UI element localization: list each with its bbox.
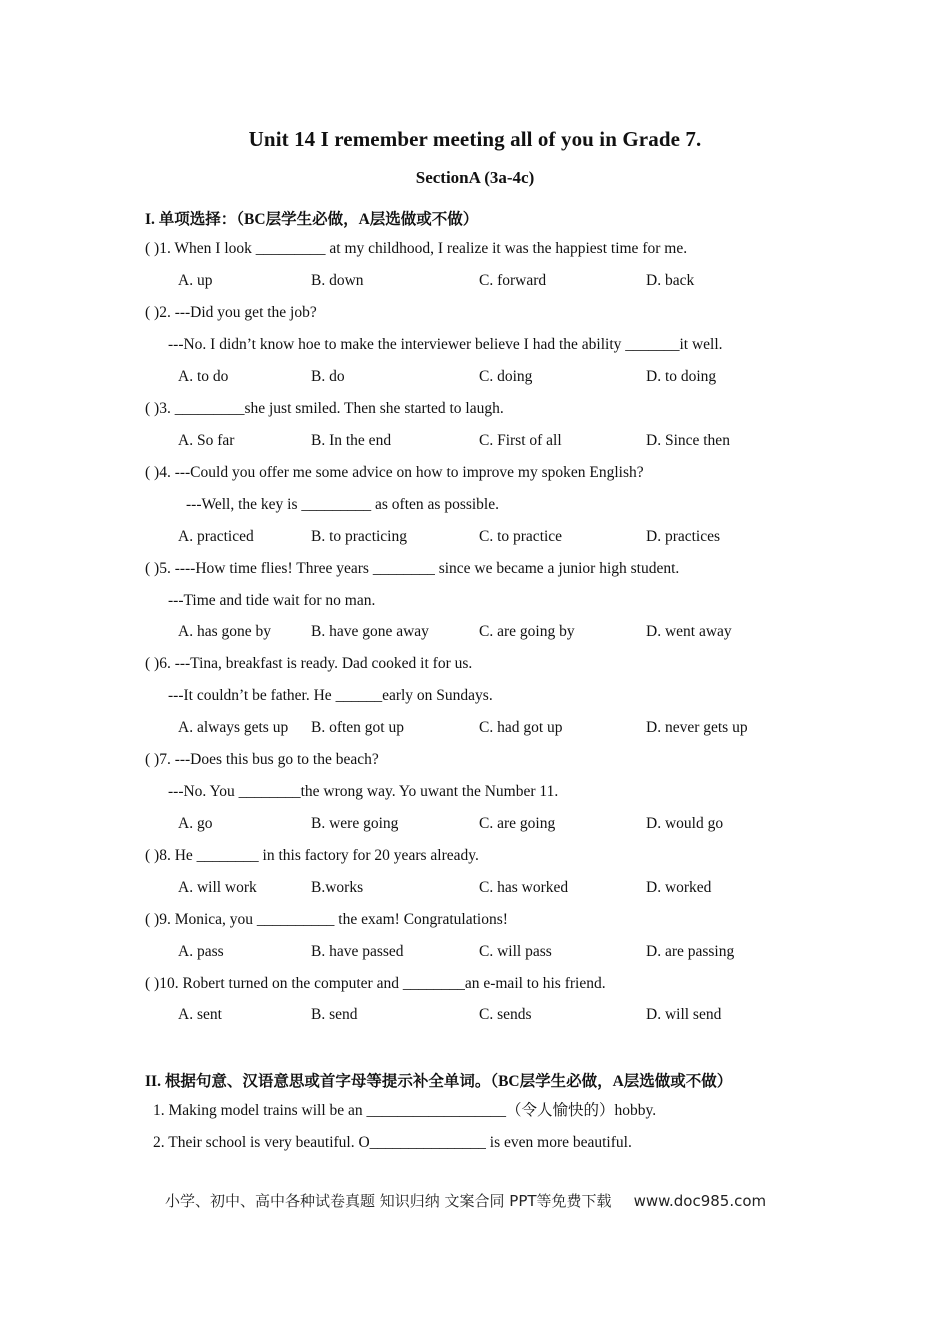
- page-footer: [165, 1190, 766, 1211]
- q1-option-a: A. up: [178, 272, 213, 289]
- question-4-stem-continued: ---Well, the key is _________ as often as possible.: [186, 496, 499, 513]
- q10-option-d: D. will send: [646, 1006, 722, 1023]
- question-4-stem: ( )4. ---Could you offer me some advice on how to improve my spoken English?: [145, 464, 644, 481]
- question-9-stem: ( )9. Monica, you __________ the exam! Congratulations!: [145, 911, 508, 928]
- q1-option-c: C. forward: [479, 272, 547, 289]
- q9-option-d: D. are passing: [646, 943, 735, 960]
- q3-option-b: B. In the end: [311, 432, 392, 449]
- fill-in-item-2: 2. Their school is very beautiful. O_______________ is even more beautiful.: [153, 1134, 632, 1151]
- question-6-stem-continued: ---It couldn’t be father. He ______early on Sundays.: [168, 687, 493, 704]
- footer-url[interactable]: www.doc985.com: [633, 1192, 767, 1210]
- question-1-stem: ( )1. When I look _________ at my childhood, I realize it was the happiest time for me.: [145, 240, 688, 257]
- q2-option-a: A. to do: [178, 368, 229, 385]
- question-7-stem-continued: ---No. You ________the wrong way. Yo uwant the Number 11.: [168, 783, 559, 800]
- q5-option-d: D. went away: [646, 623, 732, 640]
- q3-option-d: D. Since then: [646, 432, 730, 449]
- q3-option-c: C. First of all: [479, 432, 562, 449]
- section2-heading: II. 根据句意、汉语意思或首字母等提示补全单词。（BC层学生必做，A层选做或不做）: [145, 1073, 733, 1090]
- q1-option-b: B. down: [311, 272, 364, 289]
- q10-option-b: B. send: [311, 1006, 358, 1023]
- q4-option-c: C. to practice: [479, 528, 563, 545]
- q4-option-a: A. practiced: [178, 528, 254, 545]
- q4-option-b: B. to practicing: [311, 528, 407, 545]
- q10-option-a: A. sent: [178, 1006, 222, 1023]
- question-8-stem: ( )8. He ________ in this factory for 20 years already.: [145, 847, 479, 864]
- question-3-stem: ( )3. _________she just smiled. Then she started to laugh.: [145, 400, 504, 417]
- q6-option-a: A. always gets up: [178, 719, 289, 736]
- q7-option-d: D. would go: [646, 815, 724, 832]
- fill-in-item-1: 1. Making model trains will be an __________________（令人愉快的）hobby.: [153, 1102, 657, 1119]
- q3-option-a: A. So far: [178, 432, 235, 449]
- q8-option-c: C. has worked: [479, 879, 569, 896]
- q5-option-a: A. has gone by: [178, 623, 271, 640]
- q9-option-a: A. pass: [178, 943, 224, 960]
- q7-option-a: A. go: [178, 815, 213, 832]
- footer-text: 小学、初中、高中各种试卷真题 知识归纳 文案合同 PPT等免费下载: [165, 1192, 612, 1210]
- q8-option-d: D. worked: [646, 879, 712, 896]
- q10-option-c: C. sends: [479, 1006, 532, 1023]
- q9-option-b: B. have passed: [311, 943, 404, 960]
- question-6-stem: ( )6. ---Tina, breakfast is ready. Dad cooked it for us.: [145, 655, 473, 672]
- q8-option-a: A. will work: [178, 879, 257, 896]
- section1-heading: I. 单项选择：（BC层学生必做，A层选做或不做）: [145, 211, 479, 228]
- q5-option-b: B. have gone away: [311, 623, 429, 640]
- section-subtitle: SectionA (3a-4c): [415, 168, 535, 187]
- q9-option-c: C. will pass: [479, 943, 552, 960]
- q6-option-b: B. often got up: [311, 719, 404, 736]
- q4-option-d: D. practices: [646, 528, 721, 545]
- q7-option-c: C. are going: [479, 815, 556, 832]
- q1-option-d: D. back: [646, 272, 695, 289]
- q8-option-b: B.works: [311, 879, 364, 896]
- q2-option-b: B. do: [311, 368, 345, 385]
- question-10-stem: ( )10. Robert turned on the computer and ________an e-mail to his friend.: [145, 975, 606, 992]
- unit-title: Unit 14 I remember meeting all of you in Grade 7.: [248, 127, 702, 151]
- q6-option-d: D. never gets up: [646, 719, 748, 736]
- q6-option-c: C. had got up: [479, 719, 563, 736]
- question-2-stem-continued: ---No. I didn’t know hoe to make the interviewer believe I had the ability _______it well.: [168, 336, 723, 353]
- question-7-stem: ( )7. ---Does this bus go to the beach?: [145, 751, 379, 768]
- q7-option-b: B. were going: [311, 815, 399, 832]
- question-5-stem: ( )5. ----How time flies! Three years ________ since we became a junior high student.: [145, 560, 680, 577]
- q2-option-d: D. to doing: [646, 368, 717, 385]
- question-5-stem-continued: ---Time and tide wait for no man.: [168, 592, 376, 609]
- q2-option-c: C. doing: [479, 368, 533, 385]
- question-2-stem: ( )2. ---Did you get the job?: [145, 304, 317, 321]
- q5-option-c: C. are going by: [479, 623, 575, 640]
